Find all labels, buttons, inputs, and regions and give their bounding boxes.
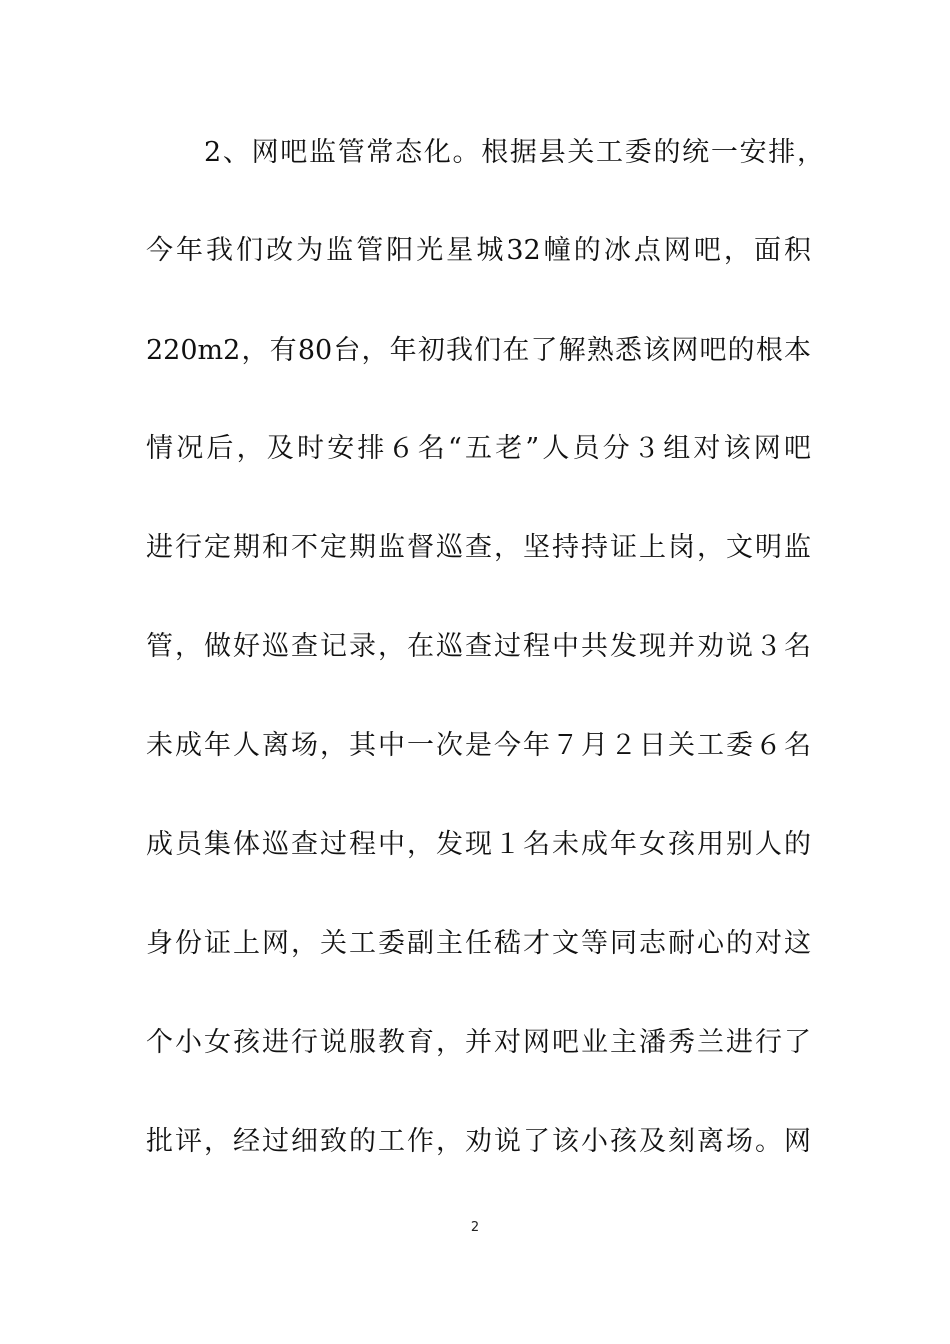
paragraph-line-11: 批评，经过细致的工作，劝说了该小孩及刻离场。网 — [146, 1126, 811, 1157]
paragraph-line-2: 今年我们改为监管阳光星城32幢的冰点网吧，面积 — [146, 235, 811, 266]
paragraph-line-3: 220m2，有80台，年初我们在了解熟悉该网吧的根本 — [146, 335, 811, 366]
paragraph-line-8: 成员集体巡查过程中，发现１名未成年女孩用别人的 — [146, 829, 811, 860]
paragraph-line-5: 进行定期和不定期监督巡查，坚持持证上岗，文明监 — [146, 532, 811, 563]
paragraph-line-7: 未成年人离场，其中一次是今年７月２日关工委６名 — [146, 730, 811, 761]
paragraph-line-1: 2、网吧监管常态化。根据县关工委的统一安排， — [204, 137, 824, 168]
paragraph-line-4: 情况后，及时安排６名“五老”人员分３组对该网吧 — [146, 433, 811, 464]
page-number: 2 — [470, 1220, 480, 1235]
paragraph-line-9: 身份证上网，关工委副主任嵇才文等同志耐心的对这 — [146, 928, 811, 959]
paragraph-line-6: 管，做好巡查记录，在巡查过程中共发现并劝说３名 — [146, 631, 811, 662]
paragraph-line-10: 个小女孩进行说服教育，并对网吧业主潘秀兰进行了 — [146, 1027, 811, 1058]
